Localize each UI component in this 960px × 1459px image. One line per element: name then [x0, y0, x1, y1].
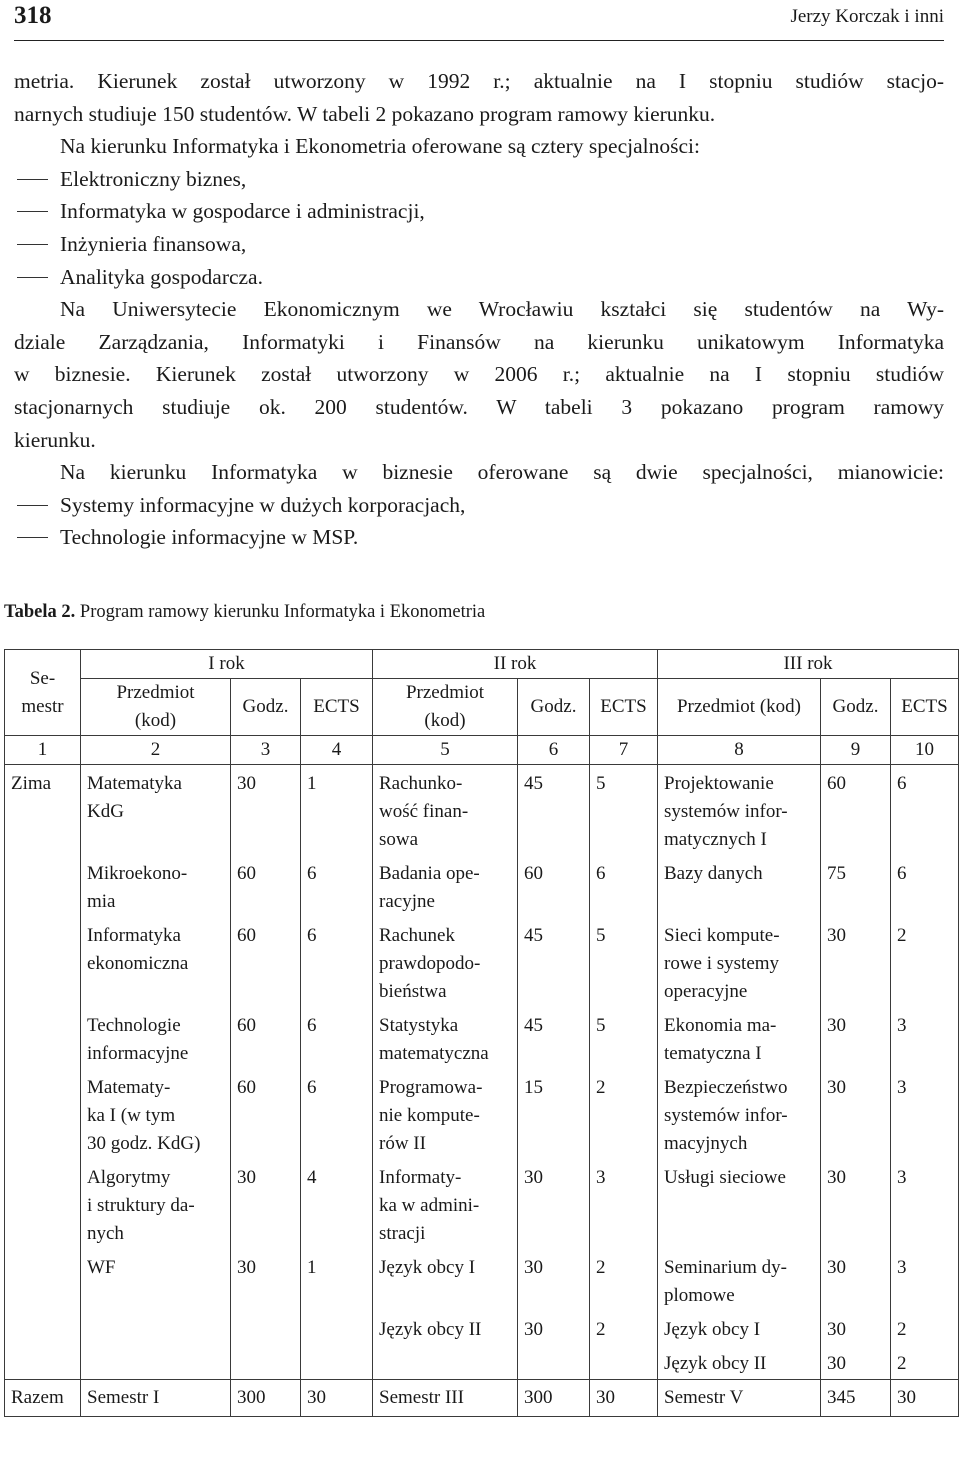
ects-cell: 2 — [891, 1345, 959, 1380]
ects-cell: 6 — [590, 855, 658, 917]
table-row — [5, 855, 959, 917]
subject-cell: Informatyka ekonomiczna — [81, 917, 231, 1007]
ects-cell: 6 — [891, 855, 959, 917]
ects-cell — [301, 1345, 373, 1380]
ects-cell: 1 — [301, 1249, 373, 1311]
hours-cell: 60 — [821, 765, 891, 856]
list-item: Elektroniczny biznes, — [60, 166, 247, 191]
semester-label: Zima — [5, 765, 81, 1380]
list-item: Informatyka w gospodarce i administracji, — [60, 199, 425, 224]
subject-cell: Bazy danych — [658, 855, 821, 917]
column-number: 6 — [518, 736, 590, 765]
ects-cell: 5 — [590, 765, 658, 856]
subject-cell — [373, 1345, 518, 1380]
ects-cell: 3 — [891, 1007, 959, 1069]
hours-cell: 30 — [518, 1311, 590, 1345]
hours-cell: 30 — [518, 1159, 590, 1249]
table-caption — [4, 602, 485, 623]
summary-hours: 345 — [821, 1380, 891, 1417]
list-item: Technologie informacyjne w MSP. — [60, 525, 359, 550]
table-body — [5, 650, 959, 1417]
ects-cell: 6 — [301, 855, 373, 917]
summary-subject: Semestr V — [658, 1380, 821, 1417]
column-number: 10 — [891, 736, 959, 765]
hours-cell: 45 — [518, 1007, 590, 1069]
ects-cell — [590, 1345, 658, 1380]
year-header: II rok — [373, 650, 658, 679]
subject-cell: Algorytmy i struktury da- nych — [81, 1159, 231, 1249]
subject-cell — [81, 1345, 231, 1380]
table-row — [5, 1007, 959, 1069]
running-head: Jerzy Korczak i inni — [790, 6, 944, 27]
subject-cell: Rachunko- wość finan- sowa — [373, 765, 518, 856]
subject-cell: Usługi sieciowe — [658, 1159, 821, 1249]
summary-subject: Semestr III — [373, 1380, 518, 1417]
subject-cell: Projektowanie systemów infor- matycznych I — [658, 765, 821, 856]
body-text — [14, 65, 944, 554]
table-row — [5, 1345, 959, 1380]
hours-cell: 30 — [821, 917, 891, 1007]
text-line: stacjonarnych studiuje ok. 200 studentów. W tabeli 3 pokazano program ramowy — [14, 394, 944, 419]
column-number: 8 — [658, 736, 821, 765]
text-line: Na kierunku Informatyka i Ekonometria oferowane są cztery specjalności: — [60, 134, 700, 159]
subject-cell: Statystyka matematyczna — [373, 1007, 518, 1069]
column-number: 3 — [231, 736, 301, 765]
text-line: kierunku. — [14, 427, 96, 452]
list-item: Analityka gospodarcza. — [60, 264, 263, 289]
summary-subject: Semestr I — [81, 1380, 231, 1417]
hours-cell: 75 — [821, 855, 891, 917]
year-header: I rok — [81, 650, 373, 679]
table-row — [5, 1159, 959, 1249]
table-row — [5, 1311, 959, 1345]
hours-header: Godz. — [821, 679, 891, 736]
ects-cell: 6 — [891, 765, 959, 856]
year-header: III rok — [658, 650, 959, 679]
hours-cell: 30 — [821, 1311, 891, 1345]
hours-cell: 15 — [518, 1069, 590, 1159]
hours-cell: 60 — [231, 1069, 301, 1159]
hours-cell: 30 — [518, 1249, 590, 1311]
column-number: 4 — [301, 736, 373, 765]
subject-cell: Język obcy II — [658, 1345, 821, 1380]
ects-cell: 6 — [301, 917, 373, 1007]
ects-cell — [301, 1311, 373, 1345]
summary-row — [5, 1380, 959, 1417]
hours-cell — [231, 1345, 301, 1380]
program-table — [4, 649, 959, 1417]
hours-cell: 60 — [518, 855, 590, 917]
hours-cell — [518, 1345, 590, 1380]
ects-cell: 2 — [891, 917, 959, 1007]
column-number: 9 — [821, 736, 891, 765]
ects-header: ECTS — [590, 679, 658, 736]
hours-cell: 30 — [821, 1159, 891, 1249]
ects-cell: 5 — [590, 917, 658, 1007]
ects-cell: 3 — [891, 1159, 959, 1249]
hours-cell: 30 — [231, 1159, 301, 1249]
hours-cell: 30 — [821, 1249, 891, 1311]
ects-cell: 6 — [301, 1007, 373, 1069]
subject-header: Przedmiot (kod) — [658, 679, 821, 736]
table-row — [5, 1249, 959, 1311]
page-header — [14, 2, 944, 41]
subject-cell: Seminarium dy- plomowe — [658, 1249, 821, 1311]
ects-cell: 1 — [301, 765, 373, 856]
hours-cell: 30 — [821, 1345, 891, 1380]
hours-cell: 60 — [231, 855, 301, 917]
column-number: 7 — [590, 736, 658, 765]
subject-cell: Technologie informacyjne — [81, 1007, 231, 1069]
hours-header: Godz. — [518, 679, 590, 736]
list-item: Inżynieria finansowa, — [60, 231, 247, 256]
summary-ects: 30 — [891, 1380, 959, 1417]
table-row — [5, 917, 959, 1007]
header-row-years — [5, 650, 959, 679]
ects-cell: 6 — [301, 1069, 373, 1159]
ects-cell: 2 — [590, 1069, 658, 1159]
text-line: Na Uniwersytecie Ekonomicznym we Wrocławiu kształci się studentów na Wy- — [60, 297, 944, 322]
summary-ects: 30 — [590, 1380, 658, 1417]
subject-cell: WF — [81, 1249, 231, 1311]
column-number: 2 — [81, 736, 231, 765]
summary-hours: 300 — [231, 1380, 301, 1417]
ects-header: ECTS — [301, 679, 373, 736]
ects-cell: 3 — [891, 1069, 959, 1159]
hours-cell: 30 — [821, 1007, 891, 1069]
hours-cell: 45 — [518, 917, 590, 1007]
text-line: narnych studiuje 150 studentów. W tabeli 2 pokazano program ramowy kierunku. — [14, 101, 716, 126]
summary-ects: 30 — [301, 1380, 373, 1417]
column-number: 5 — [373, 736, 518, 765]
hours-header: Godz. — [231, 679, 301, 736]
subject-cell: Język obcy I — [373, 1249, 518, 1311]
ects-cell: 2 — [590, 1249, 658, 1311]
text-line: dziale Zarządzania, Informatyki i Finansów na kierunku unikatowym Informatyka — [14, 329, 944, 354]
subject-cell: Rachunek prawdopodo- bieństwa — [373, 917, 518, 1007]
hours-cell: 30 — [821, 1069, 891, 1159]
caption-label: Tabela 2. — [4, 602, 76, 622]
text-line: metria. Kierunek został utworzony w 1992 r.; aktualnie na I stopniu studiów stacjo- — [14, 69, 944, 93]
subject-cell: Matematy- ka I (w tym 30 godz. KdG) — [81, 1069, 231, 1159]
hours-cell: 45 — [518, 765, 590, 856]
column-number-row — [5, 736, 959, 765]
column-number: 1 — [5, 736, 81, 765]
table-row — [5, 1069, 959, 1159]
ects-cell: 2 — [891, 1311, 959, 1345]
table-row — [5, 765, 959, 856]
hours-cell: 30 — [231, 765, 301, 856]
text-line: w biznesie. Kierunek został utworzony w 2006 r.; aktualnie na I stopniu studiów — [14, 362, 944, 387]
subject-cell: Programowa- nie kompute- rów II — [373, 1069, 518, 1159]
subject-cell: Bezpieczeństwo systemów infor- macyjnych — [658, 1069, 821, 1159]
subject-cell: Sieci kompute- rowe i systemy operacyjne — [658, 917, 821, 1007]
subject-cell: Język obcy I — [658, 1311, 821, 1345]
ects-cell: 2 — [590, 1311, 658, 1345]
subject-header: Przedmiot (kod) — [373, 679, 518, 736]
header-row-columns — [5, 679, 959, 736]
subject-cell: Ekonomia ma- tematyczna I — [658, 1007, 821, 1069]
summary-hours: 300 — [518, 1380, 590, 1417]
summary-label: Razem — [5, 1380, 81, 1417]
ects-cell: 5 — [590, 1007, 658, 1069]
page-number: 318 — [14, 2, 52, 29]
ects-cell: 3 — [590, 1159, 658, 1249]
caption-text: Program ramowy kierunku Informatyka i Ekonometria — [75, 602, 486, 622]
subject-cell: Informaty- ka w admini- stracji — [373, 1159, 518, 1249]
text-line: Na kierunku Informatyka w biznesie oferowane są dwie specjalności, mianowicie: — [60, 460, 944, 485]
ects-cell: 3 — [891, 1249, 959, 1311]
hours-cell: 60 — [231, 917, 301, 1007]
hours-cell — [231, 1311, 301, 1345]
subject-cell — [81, 1311, 231, 1345]
ects-header: ECTS — [891, 679, 959, 736]
list-item: Systemy informacyjne w dużych korporacjach, — [60, 492, 466, 517]
subject-cell: Mikroekono- mia — [81, 855, 231, 917]
subject-cell: Matematyka KdG — [81, 765, 231, 856]
subject-cell: Badania ope- racyjne — [373, 855, 518, 917]
hours-cell: 30 — [231, 1249, 301, 1311]
ects-cell: 4 — [301, 1159, 373, 1249]
subject-header: Przedmiot (kod) — [81, 679, 231, 736]
hours-cell: 60 — [231, 1007, 301, 1069]
semestr-header: Se- mestr — [5, 650, 81, 736]
subject-cell: Język obcy II — [373, 1311, 518, 1345]
